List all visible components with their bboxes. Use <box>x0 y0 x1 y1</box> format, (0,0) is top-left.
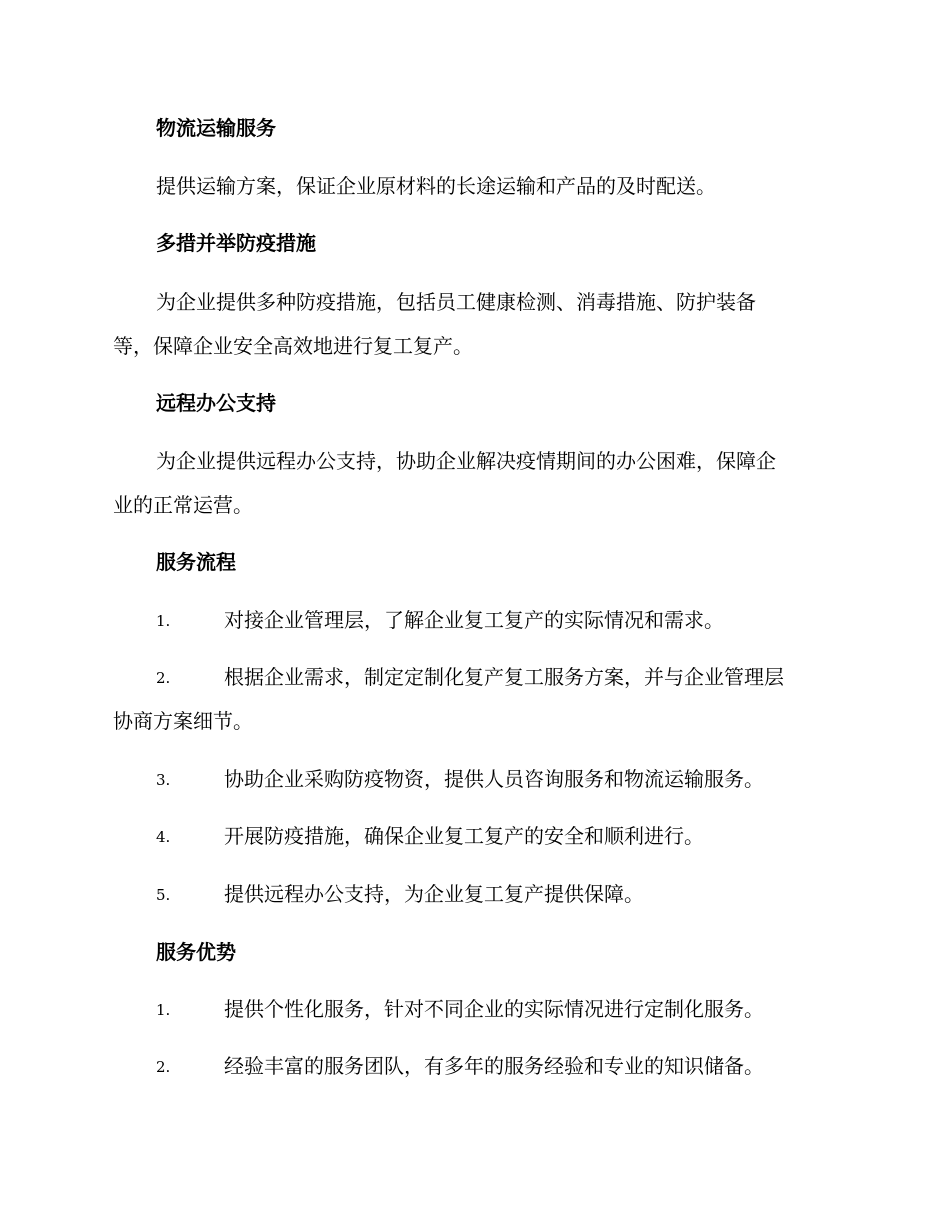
process-item-1-text: 对接企业管理层，了解企业复工复产的实际情况和需求。 <box>224 608 724 632</box>
process-item-4-text: 开展防疫措施，确保企业复工复产的安全和顺利进行。 <box>224 824 704 848</box>
section-heading-logistics: 物流运输服务 <box>156 116 276 140</box>
process-item-2-number: 2. <box>156 669 171 687</box>
remote-body-line1: 为企业提供远程办公支持，协助企业解决疫情期间的办公困难，保障企 <box>156 449 776 473</box>
epidemic-body-line1: 为企业提供多种防疫措施，包括员工健康检测、消毒措施、防护装备 <box>156 290 756 314</box>
process-item-4-number: 4. <box>156 828 171 846</box>
logistics-body: 提供运输方案，保证企业原材料的长途运输和产品的及时配送。 <box>156 174 716 198</box>
process-item-1-number: 1. <box>156 612 171 630</box>
section-heading-remote: 远程办公支持 <box>156 391 276 415</box>
section-heading-advantages: 服务优势 <box>156 940 236 964</box>
process-item-5-number: 5. <box>156 886 171 904</box>
process-item-3-text: 协助企业采购防疫物资，提供人员咨询服务和物流运输服务。 <box>224 767 764 791</box>
remote-body-line2: 业的正常运营。 <box>113 493 253 517</box>
advantage-item-2-number: 2. <box>156 1058 171 1076</box>
section-heading-process: 服务流程 <box>156 550 236 574</box>
process-item-2-text: 根据企业需求，制定定制化复产复工服务方案，并与企业管理层 <box>224 665 784 689</box>
advantage-item-1-number: 1. <box>156 1001 171 1019</box>
process-item-3-number: 3. <box>156 771 171 789</box>
advantage-item-2-text: 经验丰富的服务团队，有多年的服务经验和专业的知识储备。 <box>224 1054 764 1078</box>
process-item-2-wrap: 协商方案细节。 <box>113 709 253 733</box>
advantage-item-1-text: 提供个性化服务，针对不同企业的实际情况进行定制化服务。 <box>224 997 764 1021</box>
epidemic-body-line2: 等，保障企业安全高效地进行复工复产。 <box>113 334 473 358</box>
process-item-5-text: 提供远程办公支持，为企业复工复产提供保障。 <box>224 882 644 906</box>
section-heading-epidemic: 多措并举防疫措施 <box>156 231 316 255</box>
